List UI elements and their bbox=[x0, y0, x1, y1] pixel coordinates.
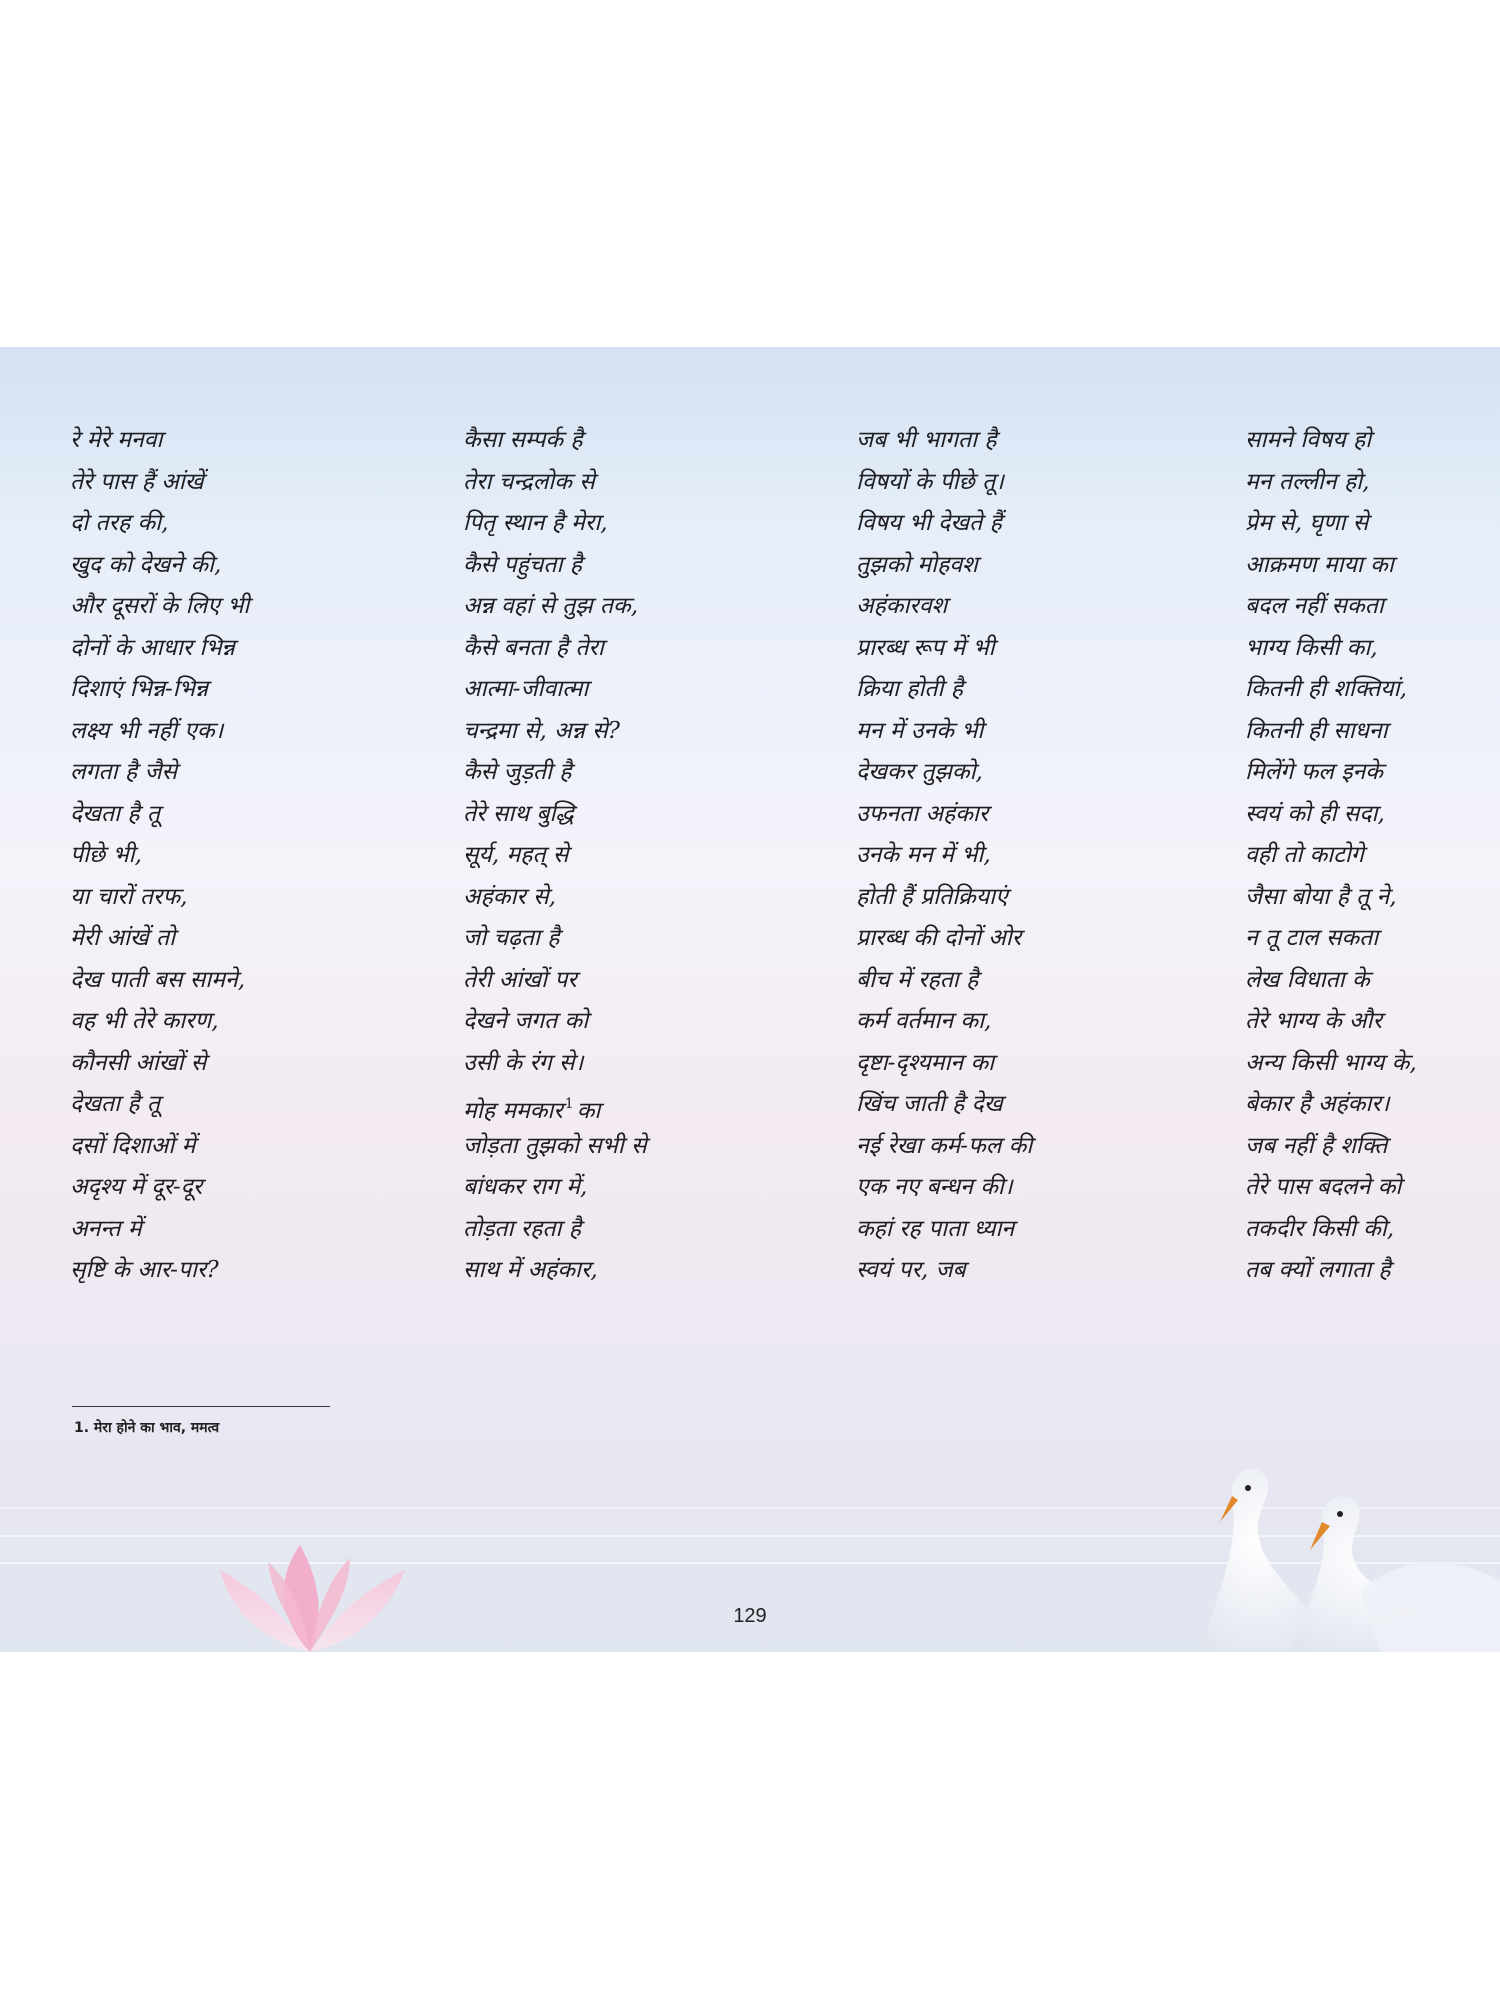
poem-line: दो तरह की, bbox=[70, 510, 169, 536]
poem-line: लक्ष्य भी नहीं एक। bbox=[70, 717, 224, 744]
poem-line: कैसे जुड़ती है bbox=[463, 759, 572, 785]
poem-line: कौनसी आंखों से bbox=[70, 1049, 207, 1076]
poem-line: जब नहीं है शक्ति bbox=[1245, 1132, 1388, 1159]
poem-line: प्रारब्ध रूप में भी bbox=[856, 634, 995, 661]
poem-line: तोड़ता रहता है bbox=[463, 1215, 581, 1242]
poem-line: जोड़ता तुझको सभी से bbox=[463, 1132, 647, 1159]
poem-line: कर्म वर्तमान का, bbox=[856, 1008, 992, 1034]
poem-line: स्वयं पर, जब bbox=[856, 1257, 966, 1283]
poem-line: सूर्य, महत् से bbox=[463, 842, 569, 868]
poem-line: अन्य किसी भाग्य के, bbox=[1245, 1049, 1417, 1076]
poem-line: नई रेखा कर्म-फल की bbox=[856, 1132, 1033, 1159]
poem-line: बीच में रहता है bbox=[856, 966, 979, 993]
poem-line: चन्द्रमा से, अन्न से? bbox=[463, 717, 620, 744]
poem-line: कैसा सम्पर्क है bbox=[463, 427, 583, 453]
poem-line: विषय भी देखते हैं bbox=[856, 510, 1002, 536]
poem-line: दसों दिशाओं में bbox=[70, 1132, 196, 1159]
poem-line: दिशाएं भिन्न-भिन्न bbox=[70, 676, 209, 702]
poem-line: कितनी ही साधना bbox=[1245, 717, 1388, 744]
poem-column-1 bbox=[70, 420, 249, 1292]
poem-line: होती हैं प्रतिक्रियाएं bbox=[856, 883, 1008, 910]
poem-line: तेरे भाग्य के और bbox=[1245, 1008, 1382, 1034]
poem-line: तेरे पास हैं आंखें bbox=[70, 468, 204, 495]
poem-line: तेरी आंखों पर bbox=[463, 966, 577, 993]
footnote-rule bbox=[72, 1406, 330, 1407]
poem-line: लेख विधाता के bbox=[1245, 966, 1370, 993]
poem-line: कैसे पहुंचता है bbox=[463, 551, 582, 578]
poem-line: क्रिया होती है bbox=[856, 676, 963, 702]
poem-line: देखकर तुझको, bbox=[856, 759, 983, 785]
poem-line: वह भी तेरे कारण, bbox=[70, 1008, 219, 1034]
poem-line: तेरे पास बदलने को bbox=[1245, 1174, 1402, 1200]
poem-line: रे मेरे मनवा bbox=[70, 427, 163, 453]
poem-line: तकदीर किसी की, bbox=[1245, 1215, 1395, 1242]
poem-line: पीछे भी, bbox=[70, 842, 142, 868]
poem-line: पितृ स्थान है मेरा, bbox=[463, 510, 608, 536]
poem-line: भाग्य किसी का, bbox=[1245, 634, 1378, 661]
poem-line: जो चढ़ता है bbox=[463, 925, 560, 951]
poem-line: मेरी आंखें तो bbox=[70, 925, 176, 951]
poem-line: अन्न वहां से तुझ तक, bbox=[463, 593, 639, 619]
page-number: 129 bbox=[733, 1605, 767, 1627]
poem-line: कैसे बनता है तेरा bbox=[463, 634, 604, 661]
poem-line: देखता है तू bbox=[70, 800, 161, 827]
poem-line: जैसा बोया है तू ने, bbox=[1245, 883, 1397, 910]
poem-column-4 bbox=[1245, 420, 1417, 1292]
poem-line: कहां रह पाता ध्यान bbox=[856, 1215, 1015, 1242]
footnote-marker: 1 bbox=[564, 1096, 574, 1112]
lotus-illustration bbox=[200, 1540, 420, 1652]
poem-line: आक्रमण माया का bbox=[1245, 551, 1394, 578]
footnote: 1. मेरा होने का भाव, ममत्व bbox=[74, 1420, 220, 1436]
moh-text-after: का bbox=[576, 1098, 601, 1124]
poem-column-3 bbox=[856, 420, 1032, 1292]
poem-line: तेरे साथ बुद्धि bbox=[463, 800, 574, 827]
poem-column-2 bbox=[463, 420, 647, 1292]
poem-line: सृष्टि के आर-पार? bbox=[70, 1257, 219, 1283]
poem-line: मन तल्लीन हो, bbox=[1245, 468, 1370, 495]
poem-line: सामने विषय हो bbox=[1245, 427, 1372, 453]
poem-line: अहंकार से, bbox=[463, 883, 556, 910]
poem-line: उफनता अहंकार bbox=[856, 800, 989, 827]
poem-line: एक नए बन्धन की। bbox=[856, 1174, 1013, 1200]
poem-line: उसी के रंग से। bbox=[463, 1049, 584, 1076]
poem-line: विषयों के पीछे तू। bbox=[856, 468, 1004, 495]
poem-line: या चारों तरफ, bbox=[70, 883, 188, 910]
poem-line: दोनों के आधार भिन्न bbox=[70, 634, 235, 661]
poem-line: प्रारब्ध की दोनों ओर bbox=[856, 925, 1022, 951]
poem-line: दृष्टा-दृश्यमान का bbox=[856, 1049, 995, 1076]
poem-line: प्रेम से, घृणा से bbox=[1245, 510, 1369, 536]
poem-line: कितनी ही शक्तियां, bbox=[1245, 676, 1407, 702]
poem-line: वही तो काटोगे bbox=[1245, 842, 1364, 868]
poem-line: देख पाती बस सामने, bbox=[70, 966, 246, 993]
poem-line: लगता है जैसे bbox=[70, 759, 178, 785]
poem-line: स्वयं को ही सदा, bbox=[1245, 800, 1385, 827]
poem-line: आत्मा-जीवात्मा bbox=[463, 676, 589, 702]
poem-line: साथ में अहंकार, bbox=[463, 1257, 598, 1283]
poem-line: बदल नहीं सकता bbox=[1245, 593, 1384, 619]
poem-line-with-footnote bbox=[463, 1084, 647, 1126]
poem-line: तेरा चन्द्रलोक से bbox=[463, 468, 595, 495]
poem-line: उनके मन में भी, bbox=[856, 842, 991, 868]
poem-line: खुद को देखने की, bbox=[70, 551, 222, 578]
poem-line: तुझको मोहवश bbox=[856, 551, 978, 578]
poem-line: देखने जगत को bbox=[463, 1008, 589, 1034]
poem-line: अहंकारवश bbox=[856, 593, 948, 619]
poem-line: तब क्यों लगाता है bbox=[1245, 1257, 1391, 1283]
poem-line: अदृश्य में दूर-दूर bbox=[70, 1174, 203, 1200]
poem-line: मिलेंगे फल इनके bbox=[1245, 759, 1383, 785]
poem-line: बांधकर राग में, bbox=[463, 1174, 588, 1200]
moh-text: मोह ममकार bbox=[463, 1098, 563, 1124]
poem-line: देखता है तू bbox=[70, 1091, 161, 1117]
poem-line: न तू टाल सकता bbox=[1245, 925, 1379, 951]
poem-line: बेकार है अहंकार। bbox=[1245, 1091, 1390, 1117]
poem-line: और दूसरों के लिए भी bbox=[70, 593, 250, 619]
poem-line: जब भी भागता है bbox=[856, 427, 997, 453]
poem-line: मन में उनके भी bbox=[856, 717, 984, 744]
poem-line: खिंच जाती है देख bbox=[856, 1091, 1003, 1117]
poem-line: अनन्त में bbox=[70, 1215, 142, 1242]
